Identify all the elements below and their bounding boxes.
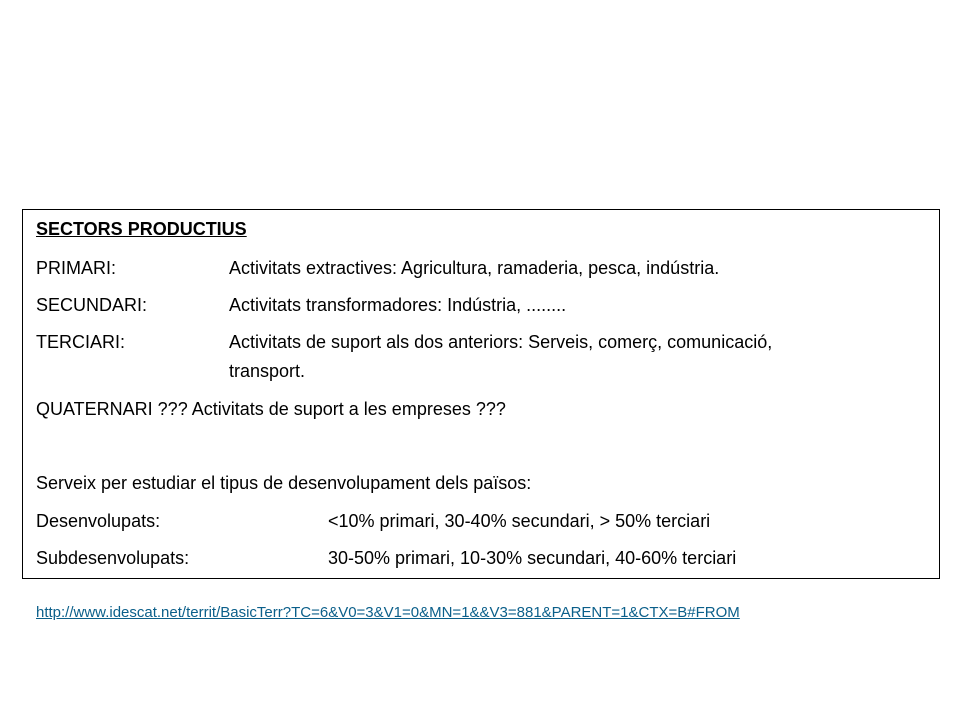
terciari-value: Activitats de suport als dos anteriors: Serveis, comerç, comunicació, <box>229 332 773 352</box>
subdesenvolupats-value: 30-50% primari, 10-30% secundari, 40-60% terciari <box>328 548 737 568</box>
terciari-label: TERCIARI: <box>36 332 126 352</box>
terciari-value-continued: transport. <box>229 361 306 381</box>
quaternari-line: QUATERNARI ??? Activitats de suport a les empreses ??? <box>36 399 506 419</box>
secundari-label: SECUNDARI: <box>36 295 148 315</box>
secundari-value: Activitats transformadores: Indústria, ........ <box>229 295 567 315</box>
development-intro: Serveix per estudiar el tipus de desenvolupament dels països: <box>36 473 532 493</box>
desenvolupats-value: <10% primari, 30-40% secundari, > 50% terciari <box>328 511 711 531</box>
desenvolupats-label: Desenvolupats: <box>36 511 161 531</box>
subdesenvolupats-label: Subdesenvolupats: <box>36 548 190 568</box>
primari-label: PRIMARI: <box>36 258 117 278</box>
heading: SECTORS PRODUCTIUS <box>36 219 247 239</box>
idescat-link[interactable]: http://www.idescat.net/territ/BasicTerr?TC=6&V0=3&V1=0&MN=1&&V3=881&PARENT=1&CTX=B#FROM <box>36 604 740 621</box>
primari-value: Activitats extractives: Agricultura, ramaderia, pesca, indústria. <box>229 258 720 278</box>
